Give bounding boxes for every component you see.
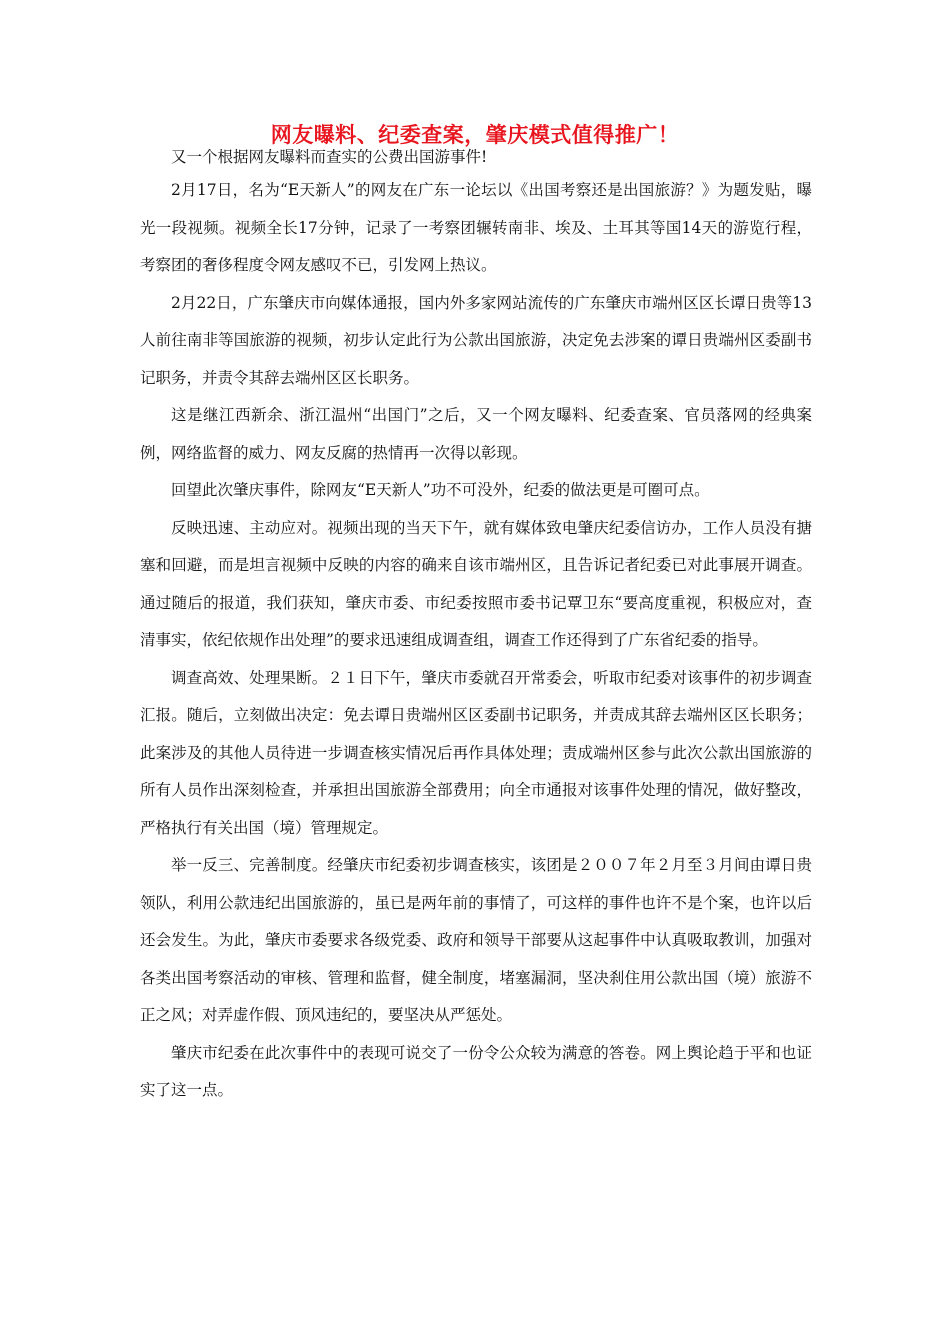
paragraph-feb17: 2月17日，名为“E天新人”的网友在广东一论坛以《出国考察还是出国旅游？》为题发贴，曝光一段视频。视频全长17分钟，记录了一考察团辗转南非、埃及、土耳其等国14天的游览行程，考察团的奢侈程度令网友感叹不已，引发网上热议。	[140, 181, 812, 274]
paragraph-classic-case: 这是继江西新余、浙江温州“出国门”之后，又一个网友曝料、纪委查案、官员落网的经典案例，网络监督的威力、网友反腐的热情再一次得以彰现。	[140, 406, 812, 462]
paragraph-improve-system: 举一反三、完善制度。经肇庆市纪委初步调查核实，该团是２００７年２月至３月间由谭日贵领队，利用公款违纪出国旅游的，虽已是两年前的事情了，可这样的事件也许不是个案，也许以后还会发生。为此，肇庆市委要求各级党委、政府和领导干部要从这起事件中认真吸取教训，加强对各类出国考察活动的审核、管理和监督，健全制度，堵塞漏洞，坚决刹住用公款出国（境）旅游不正之风；对弄虚作假、顶风违纪的，要坚决从严惩处。	[140, 856, 812, 1024]
document-title: 网友曝料、纪委查案，肇庆模式值得推广！	[270, 122, 680, 147]
paragraph-review: 回望此次肇庆事件，除网友“E天新人”功不可没外，纪委的做法更是可圈可点。	[171, 481, 710, 499]
paragraph-conclusion: 肇庆市纪委在此次事件中的表现可说交了一份令公众较为满意的答卷。网上舆论趋于平和也证实了这一点。	[140, 1043, 812, 1099]
paragraph-efficient-investigation: 调查高效、处理果断。２１日下午，肇庆市委就召开常委会，听取市纪委对该事件的初步调查汇报。随后，立刻做出决定：免去谭日贵端州区区委副书记职务，并责成其辞去端州区区长职务；此案涉及的其他人员待进一步调查核实情况后再作具体处理；责成端州区参与此次公款出国旅游的所有人员作出深刻检查，并承担出国旅游全部费用；向全市通报对该事件处理的情况，做好整改，严格执行有关出国（境）管理规定。	[140, 668, 812, 837]
paragraph-intro: 又一个根据网友曝料而查实的公费出国游事件!	[171, 148, 488, 166]
paragraph-feb22: 2月22日，广东肇庆市向媒体通报，国内外多家网站流传的广东肇庆市端州区区长谭日贵等13人前往南非等国旅游的视频，初步认定此行为公款出国旅游，决定免去涉案的谭日贵端州区委副书记职务，并责令其辞去端州区区长职务。	[140, 293, 812, 387]
paragraph-rapid-response: 反映迅速、主动应对。视频出现的当天下午，就有媒体致电肇庆纪委信访办，工作人员没有搪塞和回避，而是坦言视频中反映的内容的确来自该市端州区，且告诉记者纪委已对此事展开调查。通过随后的报道，我们获知，肇庆市委、市纪委按照市委书记覃卫东“要高度重视，积极应对，查清事实，依纪依规作出处理”的要求迅速组成调查组，调查工作还得到了广东省纪委的指导。	[140, 518, 812, 649]
document-body	[140, 142, 812, 1110]
